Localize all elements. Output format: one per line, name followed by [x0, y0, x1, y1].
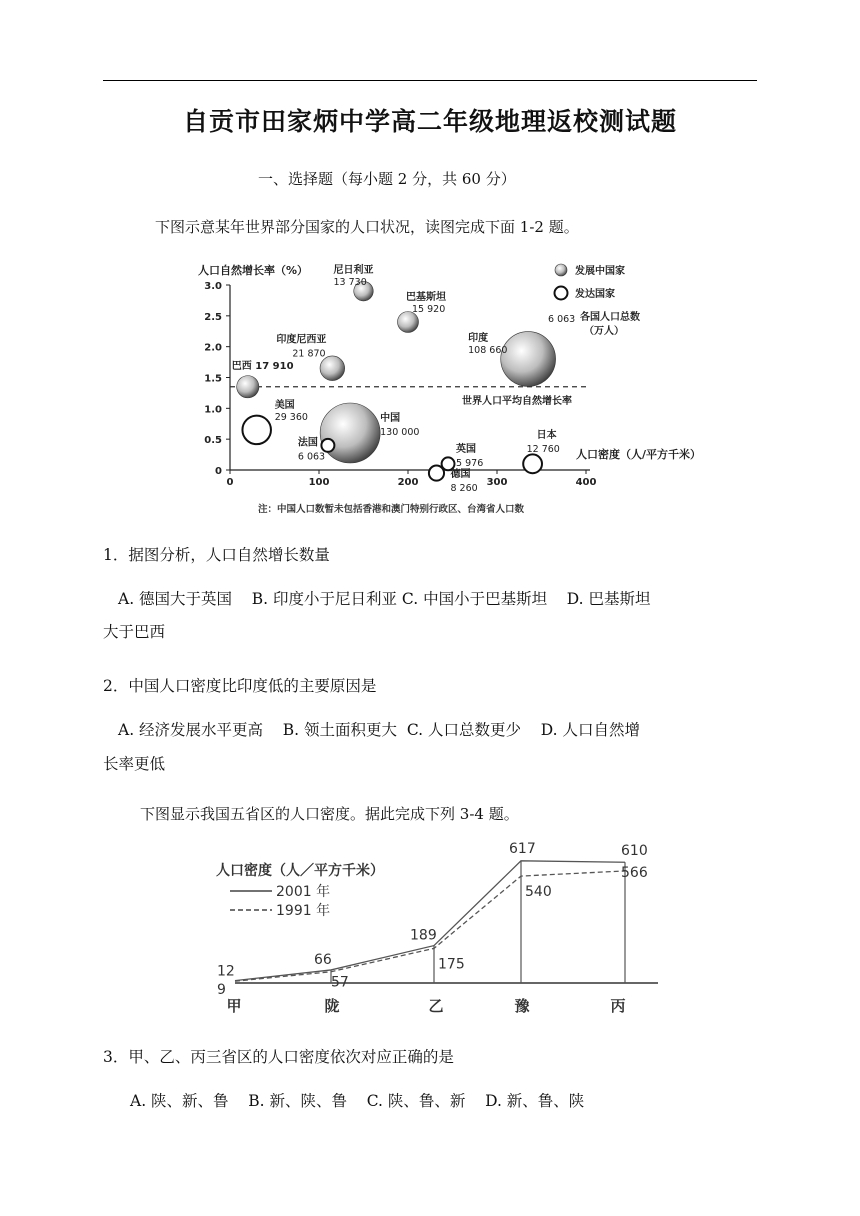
- legend-size-value: 6 063: [548, 314, 576, 325]
- data-label-2001: 66: [314, 951, 332, 968]
- data-label-2001: 189: [410, 927, 437, 944]
- category-label: 丙: [610, 997, 626, 1015]
- data-label-2001: 617: [509, 840, 536, 857]
- legend-size-label-1: 各国人口总数: [580, 312, 640, 323]
- data-label-1991: 540: [525, 884, 552, 901]
- page-title: 自贡市田家炳中学高二年级地理返校测试题: [182, 107, 677, 136]
- bubble-population: 15 920: [412, 304, 446, 315]
- legend-2001-label: 2001 年: [276, 884, 331, 900]
- y-tick-label: 2.5: [204, 311, 222, 323]
- data-label-1991: 57: [331, 974, 349, 991]
- bubble-population: 13 730: [333, 277, 367, 289]
- question-1-options: [118, 582, 758, 616]
- y-tick-label: 1.5: [204, 373, 222, 385]
- line-chart-title: 人口密度（人／平方千米）: [216, 863, 384, 879]
- y-tick-label: 1.0: [204, 404, 222, 416]
- y-tick-label: 0.5: [204, 435, 222, 447]
- chart-note: 注：中国人口数暂未包括香港和澳门特别行政区、台湾省人口数: [258, 504, 525, 515]
- bubble-label: 印度: [468, 333, 489, 344]
- bubble-2: [320, 356, 345, 381]
- category-label: 乙: [428, 997, 444, 1015]
- data-label-2001: 12: [217, 963, 235, 980]
- question-1: 1．据图分析，人口自然增长数量: [103, 546, 330, 564]
- question-3: 3．甲、乙、丙三省区的人口密度依次对应正确的是: [103, 1048, 454, 1066]
- intro-text-1: 下图示意某年世界部分国家的人口状况，读图完成下面 1-2 题。: [155, 218, 579, 236]
- x-tick-label: 200: [397, 477, 419, 488]
- bubble-label: 德国: [450, 469, 471, 481]
- legend-size-label-2: （万人）: [584, 326, 624, 337]
- question-2-options-line2: 长率更低: [103, 755, 166, 773]
- bubble-population: 21 870: [292, 348, 326, 360]
- y-axis-label: 人口自然增长率（%）: [198, 264, 309, 277]
- header-rule: [103, 80, 757, 81]
- question-1-options-line2: 大于巴西: [103, 623, 166, 641]
- bubble-population: 5 976: [456, 457, 484, 469]
- legend-1991-label: 1991 年: [276, 903, 331, 919]
- category-label: 甲: [226, 997, 242, 1015]
- x-tick-label: 400: [575, 477, 597, 488]
- y-tick-label: 3.0: [204, 281, 222, 292]
- bubble-4: [237, 376, 259, 398]
- data-label-1991: 566: [621, 864, 648, 881]
- world-average-label: 世界人口平均自然增长率: [462, 395, 572, 407]
- bubble-6: [242, 416, 271, 445]
- x-axis-label: 人口密度（人/平方千米）: [576, 448, 702, 461]
- bubble-population: 108 660: [468, 345, 508, 356]
- category-label: 陇: [324, 997, 340, 1015]
- bubble-label: 英国: [456, 443, 477, 455]
- legend-developing-label: 发展中国家: [575, 266, 625, 277]
- bubble-label: 法国: [297, 437, 318, 449]
- data-label-1991: 9: [217, 982, 226, 999]
- legend-developing-marker: [555, 264, 567, 276]
- bubble-label: 美国: [274, 399, 295, 411]
- question-1-options-line1: A. 德国大于英国 B. 印度小于尼日利亚 C. 中国小于巴基斯坦 D. 巴基斯坦: [118, 590, 651, 608]
- data-label-2001: 610: [621, 843, 648, 860]
- y-tick-label: 2.0: [204, 342, 222, 354]
- bubble-label: 印度尼西亚: [276, 334, 327, 346]
- intro-text-2: 下图显示我国五省区的人口密度。据此完成下列 3-4 题。: [140, 805, 519, 823]
- question-2-options: [118, 713, 758, 747]
- bubble-population: 6 063: [297, 451, 326, 463]
- bubble-population: 8 260: [450, 483, 478, 495]
- bubble-7: [321, 439, 334, 452]
- question-3-options-line: A. 陕、新、鲁 B. 新、陕、鲁 C. 陕、鲁、新 D. 新、鲁、陕: [130, 1092, 585, 1110]
- question-2-options-line1: A. 经济发展水平更高 B. 领土面积更大 C. 人口总数更少 D. 人口自然增: [118, 721, 640, 739]
- legend-developed-marker: [555, 287, 568, 300]
- y-tick-label: 0: [215, 466, 222, 477]
- x-tick-label: 0: [226, 477, 234, 488]
- bubble-10: [523, 454, 542, 473]
- bubble-label: 日本: [536, 429, 557, 441]
- bubble-label: 中国: [380, 413, 401, 424]
- legend-developed-label: 发达国家: [575, 289, 615, 300]
- bubble-population: 29 360: [274, 411, 308, 423]
- bubble-9: [429, 466, 444, 481]
- bubble-3: [501, 332, 556, 387]
- bubble-5: [320, 403, 380, 463]
- x-tick-label: 100: [308, 477, 330, 488]
- section-heading: 一、选择题（每小题 2 分，共 60 分）: [258, 170, 516, 188]
- population-bubble-chart: [190, 258, 702, 520]
- density-line-chart: [200, 840, 670, 1020]
- bubble-label: 巴基斯坦: [406, 292, 446, 303]
- x-tick-label: 300: [486, 477, 508, 488]
- bubble-label: 尼日利亚: [333, 265, 374, 277]
- bubble-population: 12 760: [526, 443, 560, 455]
- question-2: 2．中国人口密度比印度低的主要原因是: [103, 677, 377, 695]
- bubble-label: 巴西 17 910: [231, 360, 294, 372]
- category-label: 豫: [514, 997, 530, 1015]
- data-label-1991: 175: [438, 956, 465, 973]
- question-3-options: [130, 1084, 760, 1118]
- bubble-population: 130 000: [380, 427, 420, 438]
